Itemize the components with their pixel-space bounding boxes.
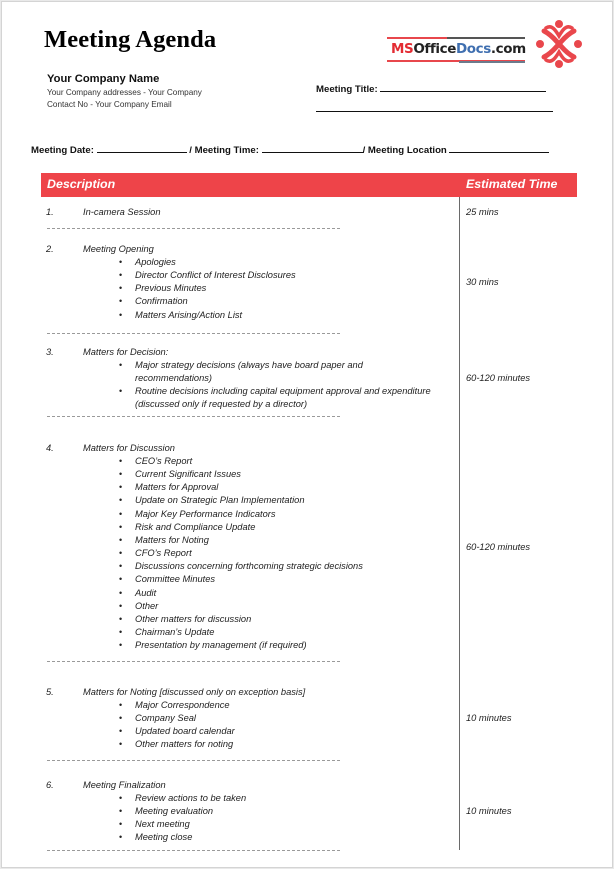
item-separator	[47, 416, 340, 417]
logo-ms: MS	[391, 41, 414, 57]
item-6-number: 6.	[46, 780, 54, 790]
item-4-bullet[interactable]: • Update on Strategic Plan Implementation	[119, 495, 305, 505]
header-estimated-time: Estimated Time	[466, 177, 558, 191]
item-4-bullet[interactable]: • Committee Minutes	[119, 574, 216, 584]
item-4-bullet[interactable]: • Risk and Compliance Update	[119, 522, 256, 532]
bullet-icon: •	[119, 296, 123, 306]
logo-docs: Docs	[455, 41, 491, 57]
item-6-bullet[interactable]: • Next meeting	[119, 819, 190, 829]
item-2-title[interactable]: Meeting Opening	[83, 244, 154, 254]
company-contact[interactable]: Contact No - Your Company Email	[47, 100, 172, 109]
item-3-bullet-continued[interactable]: recommendations)	[135, 373, 212, 383]
item-2-bullet[interactable]: • Apologies	[119, 257, 176, 267]
meeting-title-blank-line-2[interactable]	[316, 101, 553, 112]
meeting-details-row	[31, 143, 549, 156]
header-description: Description	[47, 177, 116, 191]
company-name[interactable]: Your Company Name	[47, 73, 160, 85]
company-address[interactable]: Your Company addresses - Your Company	[47, 88, 202, 97]
meeting-location-label: / Meeting Location	[362, 145, 447, 156]
bullet-icon: •	[119, 310, 123, 320]
bullet-icon: •	[119, 509, 123, 519]
meeting-time-label: / Meeting Time:	[189, 145, 259, 156]
bullet-icon: •	[119, 482, 123, 492]
bullet-icon: •	[119, 360, 123, 370]
logo-office: Office	[413, 41, 456, 57]
bullet-icon: •	[119, 739, 123, 749]
item-5-bullet[interactable]: • Other matters for noting	[119, 739, 234, 749]
bullet-icon: •	[119, 793, 123, 803]
item-4-bullet[interactable]: • Major Key Performance Indicators	[119, 509, 276, 519]
bullet-icon: •	[119, 574, 123, 584]
item-2-bullet[interactable]: • Previous Minutes	[119, 283, 207, 293]
page-title: Meeting Agenda	[44, 26, 217, 53]
meeting-title-blank[interactable]	[380, 82, 546, 92]
agenda-table-header	[41, 173, 577, 197]
item-1-number: 1.	[46, 207, 54, 217]
meeting-location-blank[interactable]	[449, 143, 549, 153]
logo-bar-top-accent	[387, 37, 447, 39]
item-4-bullet[interactable]: • CFO’s Report	[119, 548, 192, 558]
item-3-title[interactable]: Matters for Decision:	[83, 347, 169, 357]
item-6-bullet[interactable]: • Review actions to be taken	[119, 793, 247, 803]
item-3-bullet[interactable]: • Major strategy decisions (always have board paper and	[119, 360, 363, 370]
meeting-title-label: Meeting Title:	[316, 84, 378, 95]
item-4-bullet[interactable]: • Current Significant Issues	[119, 469, 241, 479]
item-4-bullet[interactable]: • CEO’s Report	[119, 456, 193, 466]
logo-bar-bottom-accent	[459, 61, 525, 63]
bullet-icon: •	[119, 495, 123, 505]
item-6-bullet[interactable]: • Meeting evaluation	[119, 806, 214, 816]
meeting-time-blank[interactable]	[262, 143, 363, 153]
item-5-bullet[interactable]: • Company Seal	[119, 713, 196, 723]
item-separator	[47, 228, 340, 229]
people-circle-emblem-icon	[536, 19, 582, 69]
bullet-icon: •	[119, 270, 123, 280]
item-3-number: 3.	[46, 347, 54, 357]
bullet-icon: •	[119, 806, 123, 816]
bullet-icon: •	[119, 601, 123, 611]
item-separator	[47, 333, 340, 334]
item-3-bullet[interactable]: • Routine decisions including capital equipment approval and expenditure	[119, 386, 431, 396]
item-4-number: 4.	[46, 443, 54, 453]
item-6-time[interactable]: 10 minutes	[466, 806, 512, 816]
bullet-icon: •	[119, 283, 123, 293]
item-2-number: 2.	[46, 244, 54, 254]
item-4-bullet[interactable]: • Audit	[119, 588, 157, 598]
bullet-icon: •	[119, 819, 123, 829]
item-1-title[interactable]: In-camera Session	[83, 207, 161, 217]
item-separator	[47, 661, 340, 662]
bullet-icon: •	[119, 548, 123, 558]
item-3-bullet-continued[interactable]: (discussed only if requested by a director)	[135, 399, 308, 409]
bullet-icon: •	[119, 456, 123, 466]
item-2-time[interactable]: 30 mins	[466, 277, 499, 287]
item-4-bullet[interactable]: • Presentation by management (if required)	[119, 640, 307, 650]
logo-wordmark	[391, 41, 526, 57]
item-separator	[47, 760, 340, 761]
bullet-icon: •	[119, 561, 123, 571]
bullet-icon: •	[119, 726, 123, 736]
bullet-icon: •	[119, 469, 123, 479]
agenda-page	[1, 1, 613, 868]
item-2-bullet[interactable]: • Matters Arising/Action List	[119, 310, 243, 320]
bullet-icon: •	[119, 713, 123, 723]
item-separator	[47, 850, 340, 851]
meeting-date-label: Meeting Date:	[31, 145, 94, 156]
item-4-bullet[interactable]: • Other	[119, 601, 159, 611]
item-4-bullet[interactable]: • Chairman’s Update	[119, 627, 215, 637]
item-5-bullet[interactable]: • Major Correspondence	[119, 700, 230, 710]
logo-com: .com	[490, 41, 526, 57]
bullet-icon: •	[119, 257, 123, 267]
item-1-time[interactable]: 25 mins	[466, 207, 499, 217]
item-4-bullet[interactable]: • Matters for Noting	[119, 535, 209, 545]
bullet-icon: •	[119, 640, 123, 650]
bullet-icon: •	[119, 832, 123, 842]
item-4-bullet[interactable]: • Discussions concerning forthcoming strategic decisions	[119, 561, 363, 571]
item-5-title[interactable]: Matters for Noting [discussed only on exception basis]	[83, 687, 306, 697]
item-5-time[interactable]: 10 minutes	[466, 713, 512, 723]
meeting-date-blank[interactable]	[97, 143, 187, 153]
item-4-time[interactable]: 60-120 minutes	[466, 542, 531, 552]
item-3-time[interactable]: 60-120 minutes	[466, 373, 531, 383]
bullet-icon: •	[119, 627, 123, 637]
item-4-bullet[interactable]: • Other matters for discussion	[119, 614, 252, 624]
item-2-bullet[interactable]: • Director Conflict of Interest Disclosures	[119, 270, 296, 280]
item-6-bullet[interactable]: • Meeting close	[119, 832, 193, 842]
item-5-bullet[interactable]: • Updated board calendar	[119, 726, 235, 736]
meeting-title-field[interactable]	[316, 82, 546, 95]
column-divider	[459, 197, 460, 850]
item-2-bullet[interactable]: • Confirmation	[119, 296, 188, 306]
bullet-icon: •	[119, 588, 123, 598]
bullet-icon: •	[119, 386, 123, 396]
msofficedocs-logo	[387, 34, 525, 64]
bullet-icon: •	[119, 535, 123, 545]
item-6-title[interactable]: Meeting Finalization	[83, 780, 166, 790]
item-5-number: 5.	[46, 687, 54, 697]
item-4-title[interactable]: Matters for Discussion	[83, 443, 175, 453]
bullet-icon: •	[119, 700, 123, 710]
bullet-icon: •	[119, 522, 123, 532]
bullet-icon: •	[119, 614, 123, 624]
item-4-bullet[interactable]: • Matters for Approval	[119, 482, 219, 492]
